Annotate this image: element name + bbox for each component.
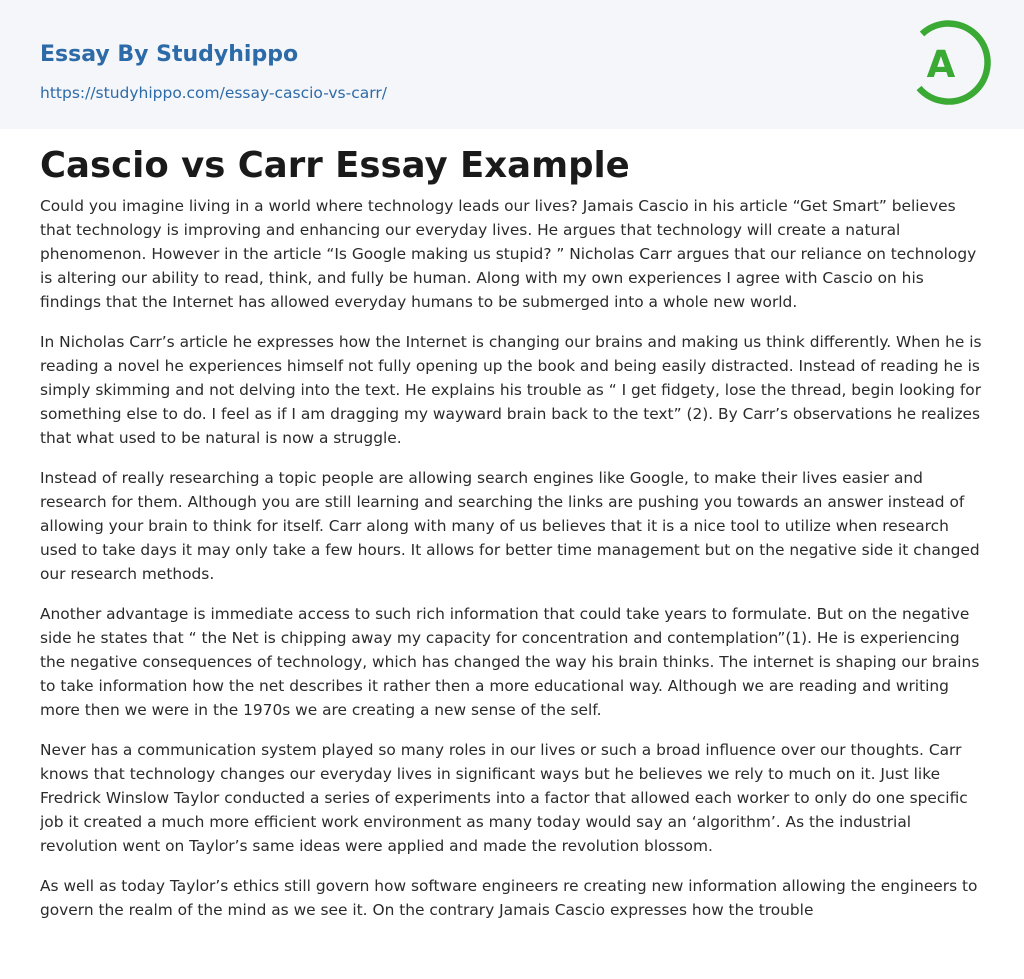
essay-paragraph-3: Instead of really researching a topic people are allowing search engines like Google, to make their lives easier and research for them. Although you are still learning and searching the links are pushing you towards an answer instead of allowing your brain to think for itself. Carr along with many of us believes that it is a nice tool to utilize when research used to take days it may only take a few hours. It allows for better time management but on the negative side it changed our research methods. bbox=[40, 469, 980, 583]
site-header bbox=[0, 0, 1024, 129]
essay-paragraph-2: In Nicholas Carr’s article he expresses how the Internet is changing our brains and making us think differently. When he is reading a novel he experiences himself not fully opening up the book and being easily distracted. Instead of reading he is simply skimming and not delving into the text. He explains his trouble as “ I get fidgety, lose the thread, begin looking for something else to do. I feel as if I am dragging my wayward brain back to the text” (2). By Carr’s observations he realizes that what used to be natural is now a struggle. bbox=[40, 333, 982, 447]
essay-body bbox=[40, 194, 988, 974]
essay-paragraph-5: Never has a communication system played so many roles in our lives or such a broad influence over our thoughts. Carr knows that technology changes our everyday lives in significant ways but he believes we rely to much on it. Just like Fredrick Winslow Taylor conducted a series of experiments into a factor that allowed each worker to only do one specific job it created a much more efficient work environment as many today would say an ‘algorithm’. As the industrial revolution went on Taylor’s same ideas were applied and made the revolution blossom. bbox=[40, 741, 968, 855]
site-title[interactable]: Essay By Studyhippo bbox=[40, 42, 299, 67]
essay-url-link[interactable]: https://studyhippo.com/essay-cascio-vs-carr/ bbox=[40, 84, 387, 102]
essay-paragraph-4: Another advantage is immediate access to such rich information that could take years to formulate. But on the negative side he states that “ the Net is chipping away my capacity for concentration and contemplation”(1). He is experiencing the negative consequences of technology, which has changed the way his brain thinks. The internet is shaping our brains to take information how the net describes it rather then a more educational way. Although we are reading and writing more then we were in the 1970s we are creating a new sense of the self. bbox=[40, 605, 980, 719]
studyhippo-a-logo-icon[interactable] bbox=[906, 15, 992, 109]
essay-title: Cascio vs Carr Essay Example bbox=[40, 145, 630, 186]
essay-paragraph-6: As well as today Taylor’s ethics still govern how software engineers re creating new information allowing the engineers to govern the realm of the mind as we see it. On the contrary Jamais Cascio expresses how the trouble bbox=[40, 877, 978, 919]
essay-paragraph-1: Could you imagine living in a world where technology leads our lives? Jamais Cascio in his article “Get Smart” believes that technology is improving and enhancing our everyday lives. He argues that technology will create a natural phenomenon. However in the article “Is Google making us stupid? ” Nicholas Carr argues that our reliance on technology is altering our ability to read, think, and fully be human. Along with my own experiences I agree with Cascio on his findings that the Internet has allowed everyday humans to be submerged into a whole new world. bbox=[40, 197, 977, 311]
svg-text:A: A bbox=[926, 43, 956, 86]
